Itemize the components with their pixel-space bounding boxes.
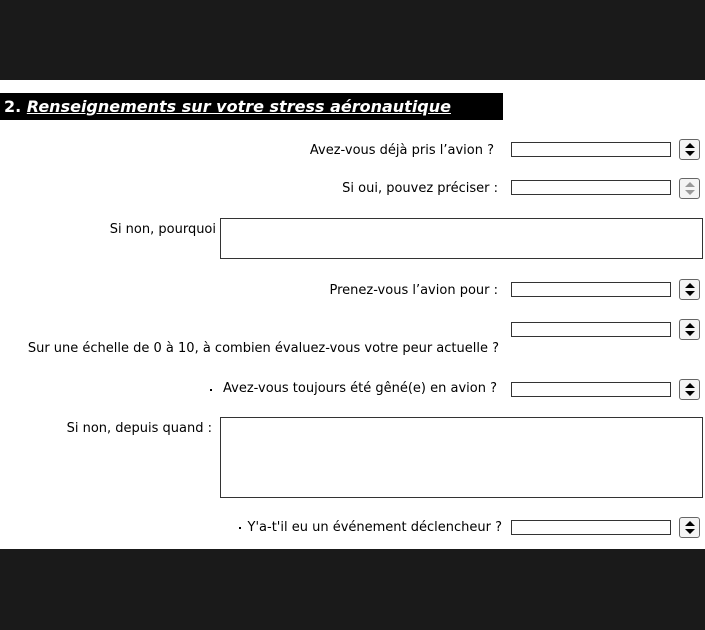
section-number: 2. — [4, 97, 22, 116]
up-down-arrows-icon — [685, 283, 695, 297]
deja-pris-select[interactable] — [511, 142, 671, 157]
question-preciser: Si oui, pouvez préciser : — [342, 181, 498, 196]
depuis-quand-textarea[interactable] — [220, 417, 703, 498]
gene-select[interactable] — [511, 382, 671, 397]
question-gene: Avez-vous toujours été gêné(e) en avion ? — [223, 381, 497, 396]
form-page — [0, 80, 705, 549]
declencheur-stepper[interactable] — [679, 517, 700, 538]
up-down-arrows-icon — [685, 521, 695, 535]
up-down-arrows-icon — [685, 383, 695, 397]
bullet-dot — [239, 527, 241, 529]
question-prenez-pour: Prenez-vous l’avion pour : — [329, 283, 498, 298]
up-down-arrows-icon — [685, 323, 695, 337]
section-header — [0, 93, 503, 120]
deja-pris-stepper[interactable] — [679, 139, 700, 160]
section-title: Renseignements sur votre stress aéronautique — [26, 97, 451, 116]
question-declencheur: Y'a-t'il eu un événement déclencheur ? — [247, 520, 502, 535]
preciser-select[interactable] — [511, 180, 671, 195]
question-echelle: Sur une échelle de 0 à 10, à combien évaluez-vous votre peur actuelle ? — [27, 341, 499, 356]
echelle-select[interactable] — [511, 322, 671, 337]
question-depuis-quand: Si non, depuis quand : — [66, 421, 212, 436]
prenez-pour-select[interactable] — [511, 282, 671, 297]
prenez-pour-stepper[interactable] — [679, 279, 700, 300]
up-down-arrows-icon — [685, 182, 695, 196]
pourquoi-textarea[interactable] — [220, 218, 703, 259]
question-deja-pris: Avez-vous déjà pris l’avion ? — [309, 143, 494, 158]
question-pourquoi: Si non, pourquoi — [109, 222, 216, 237]
echelle-stepper[interactable] — [679, 319, 700, 340]
gene-stepper[interactable] — [679, 379, 700, 400]
bullet-dot — [210, 389, 212, 391]
declencheur-select[interactable] — [511, 520, 671, 535]
up-down-arrows-icon — [685, 143, 695, 157]
preciser-stepper[interactable] — [679, 178, 700, 199]
